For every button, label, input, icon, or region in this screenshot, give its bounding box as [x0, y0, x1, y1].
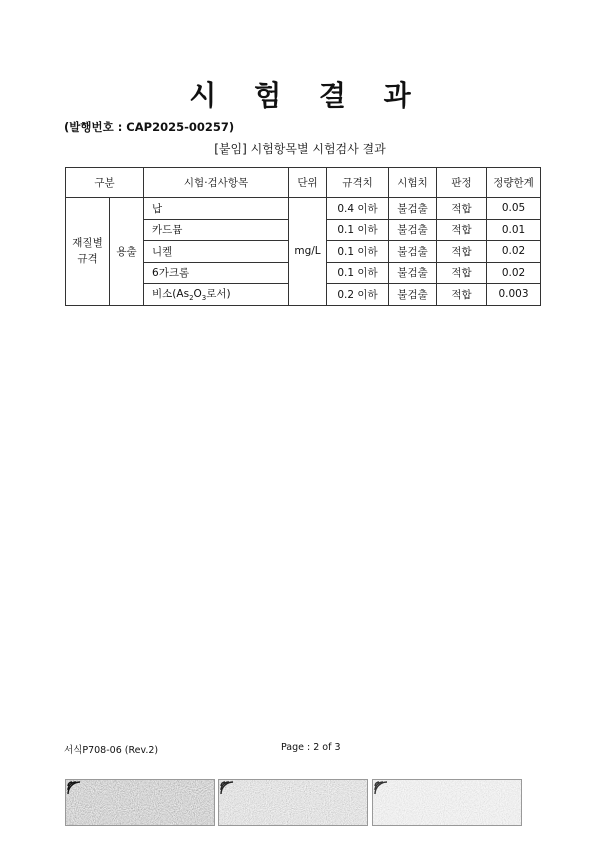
result-value: 불검출: [389, 198, 437, 220]
form-code: 서식P708-06 (Rev.2): [64, 745, 159, 756]
loq-value: 0.01: [487, 219, 541, 241]
spec-value: 0.1 이하: [327, 241, 389, 263]
attachment-heading: [붙임] 시험항목별 시험검사 결과: [214, 142, 386, 156]
security-pattern-2: [218, 779, 368, 826]
header-spec: 규격치: [327, 168, 389, 198]
group-cell: [66, 198, 110, 306]
result-value: 불검출: [389, 284, 437, 306]
header-unit: 단위: [289, 168, 327, 198]
page-title: 시 험 결 과: [189, 79, 425, 112]
header-test-item: 시험·검사항목: [144, 168, 289, 198]
subgroup-cell: 용출: [110, 198, 144, 306]
judgement-value: 적합: [437, 219, 487, 241]
arsenic-suffix: 로서): [206, 288, 231, 301]
judgement-value: 적합: [437, 284, 487, 306]
test-item: 6가크롬: [144, 262, 289, 284]
header-judgement: 판정: [437, 168, 487, 198]
header-loq: 정량한계: [487, 168, 541, 198]
spec-value: 0.4 이하: [327, 198, 389, 220]
security-pattern-3: [372, 779, 522, 826]
noise-texture: [373, 780, 522, 826]
table-header-row: [66, 168, 541, 198]
judgement-value: 적합: [437, 262, 487, 284]
unit-cell: mg/L: [289, 198, 327, 306]
noise-texture: [66, 780, 215, 826]
results-table: [65, 167, 541, 306]
result-value: 불검출: [389, 262, 437, 284]
loq-value: 0.003: [487, 284, 541, 306]
result-value: 불검출: [389, 241, 437, 263]
issue-number: (발행번호 : CAP2025-00257): [64, 120, 235, 134]
loq-value: 0.05: [487, 198, 541, 220]
loq-value: 0.02: [487, 241, 541, 263]
arsenic-subscript-2: 2: [189, 294, 194, 303]
arsenic-oxygen: O: [193, 288, 202, 301]
header-result: 시험치: [389, 168, 437, 198]
result-value: 불검출: [389, 219, 437, 241]
judgement-value: 적합: [437, 241, 487, 263]
arsenic-prefix: 비소(As: [152, 288, 190, 301]
page-number: Page : 2 of 3: [281, 742, 341, 753]
group-label-line1: 재질별: [72, 237, 103, 250]
spec-value: 0.1 이하: [327, 219, 389, 241]
table-row: [66, 198, 541, 220]
security-pattern-1: [65, 779, 215, 826]
noise-texture: [219, 780, 368, 826]
loq-value: 0.02: [487, 262, 541, 284]
arsenic-subscript-3: 3: [201, 294, 207, 303]
test-item: 카드뮴: [144, 219, 289, 241]
judgement-value: 적합: [437, 198, 487, 220]
group-label-line2: 규격: [77, 253, 98, 266]
test-item: 납: [144, 198, 289, 220]
spec-value: 0.2 이하: [327, 284, 389, 306]
header-category: 구분: [66, 168, 144, 198]
test-item: 니켈: [144, 241, 289, 263]
spec-value: 0.1 이하: [327, 262, 389, 284]
test-item: [144, 284, 289, 306]
